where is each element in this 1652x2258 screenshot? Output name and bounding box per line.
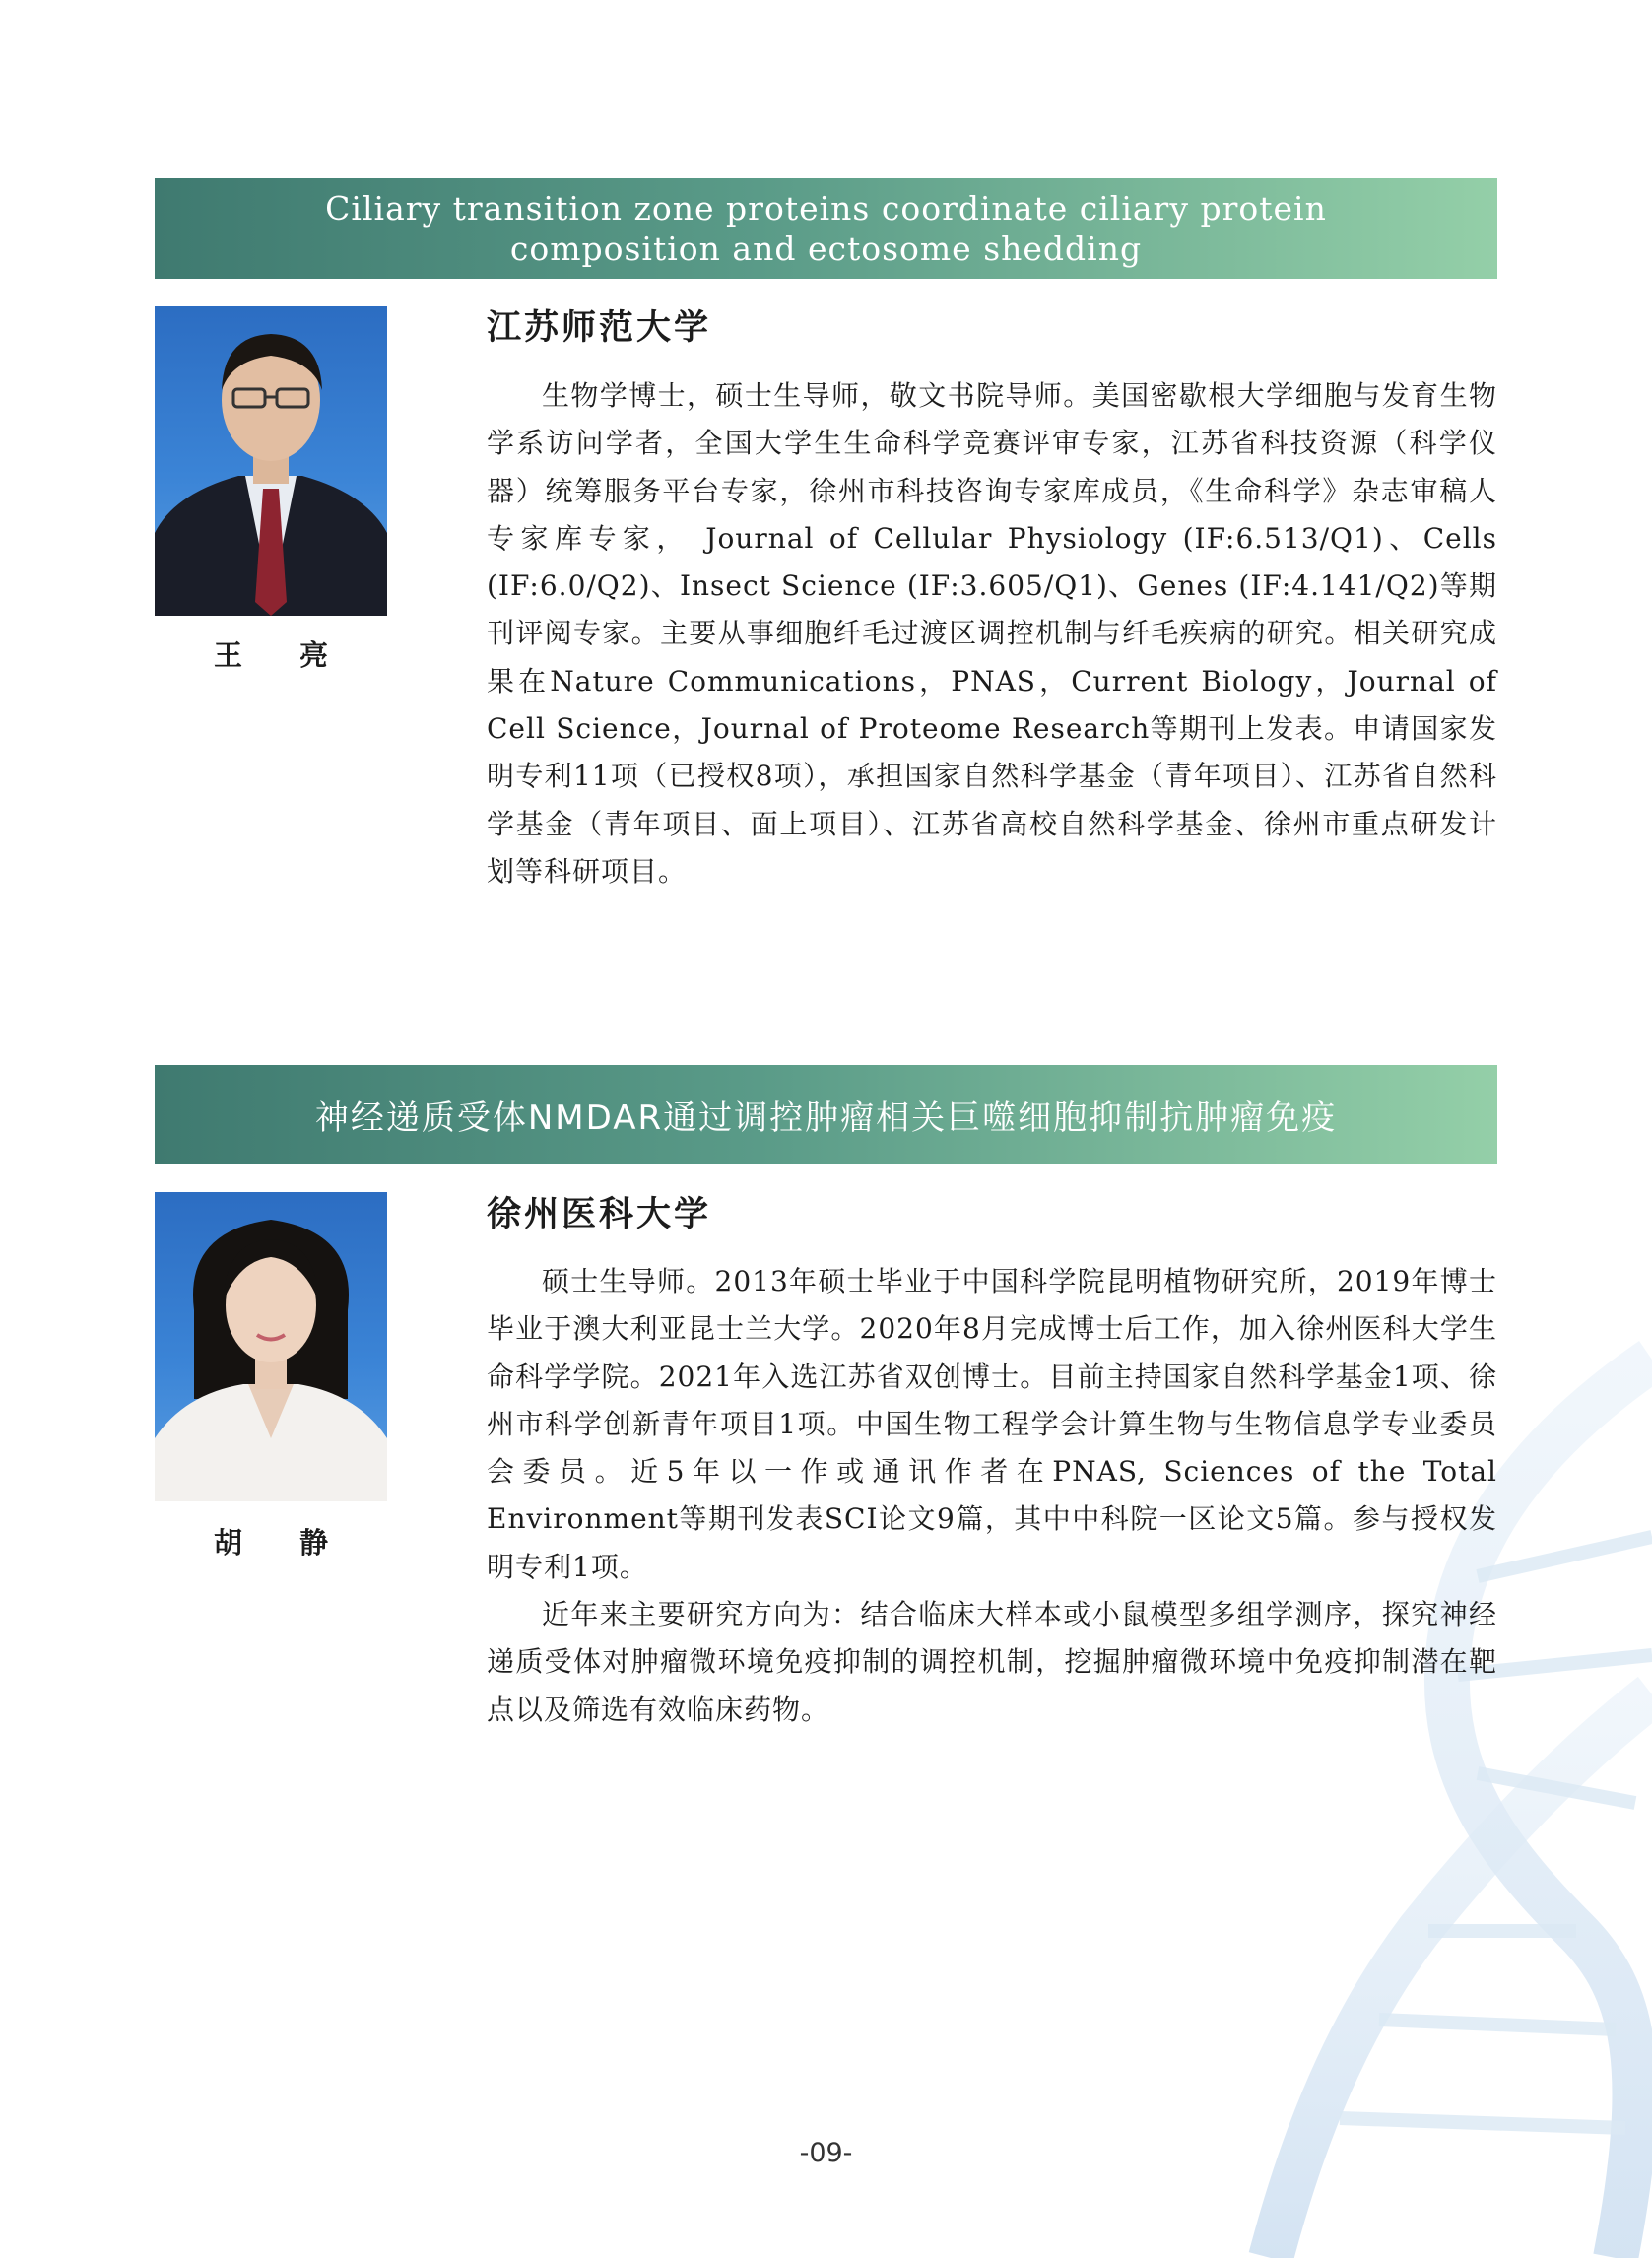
- bio-1-paragraph-1: 生物学博士，硕士生导师，敬文书院导师。美国密歇根大学细胞与发育生物学系访问学者，全国大学生生命科学竞赛评审专家，江苏省科技资源（科学仪器）统筹服务平台专家，徐州市科技咨询专家库成员，《生命科学》杂志审稿人专家库专家， Journal of Cellular Physiology (IF:6.513/Q1)、Cells (IF:6.0/Q2)、Insect Science (IF:3.605/Q1)、Genes (IF:4.141/Q2)等期刊评阅专家。主要从事细胞纤毛过渡区调控机制与纤毛疾病的研究。相关研究成果在Nature Communications，PNAS，Current Biology，Journal of Cell Science，Journal of Proteome Research等期刊上发表。申请国家发明专利11项（已授权8项），承担国家自然科学基金（青年项目）、江苏省自然科学基金（青年项目、面上项目）、江苏省高校自然科学基金、徐州市重点研发计划等科研项目。: [487, 379, 1497, 888]
- section-1-title-line-2: composition and ectosome shedding: [509, 230, 1143, 268]
- bio-1: [487, 372, 1497, 896]
- person-name-1: 王 亮: [213, 638, 353, 672]
- portrait-photo-wang-liang: [155, 306, 387, 616]
- page-number: -09-: [799, 2138, 853, 2168]
- institution-1: 江苏师范大学: [487, 308, 712, 348]
- bio-2-paragraph-1: 硕士生导师。2013年硕士毕业于中国科学院昆明植物研究所，2019年博士毕业于澳大利亚昆士兰大学。2020年8月完成博士后工作，加入徐州医科大学生命科学学院。2021年入选江苏省双创博士。目前主持国家自然科学基金1项、徐州市科学创新青年项目1项。中国生物工程学会计算生物与生物信息学专业委员会委员。近5年以一作或通讯作者在PNAS, Sciences of the Total Environment等期刊发表SCI论文9篇，其中中科院一区论文5篇。参与授权发明专利1项。: [487, 1265, 1497, 1583]
- bio-2-paragraph-2: 近年来主要研究方向为：结合临床大样本或小鼠模型多组学测序，探究神经递质受体对肿瘤微环境免疫抑制的调控机制，挖掘肿瘤微环境中免疫抑制潜在靶点以及筛选有效临床药物。: [487, 1598, 1497, 1726]
- person-name-2: 胡 静: [213, 1526, 353, 1560]
- portrait-photo-hu-jing: [155, 1192, 387, 1501]
- section-1-title-banner: [155, 178, 1497, 279]
- section-2-title: 神经递质受体NMDAR通过调控肿瘤相关巨噬细胞抑制抗肿瘤免疫: [314, 1098, 1338, 1138]
- institution-2: 徐州医科大学: [487, 1195, 712, 1234]
- bio-2: [487, 1258, 1497, 1734]
- section-2-title-banner: [155, 1065, 1497, 1164]
- section-1-title-line-1: Ciliary transition zone proteins coordinate ciliary protein: [325, 189, 1327, 228]
